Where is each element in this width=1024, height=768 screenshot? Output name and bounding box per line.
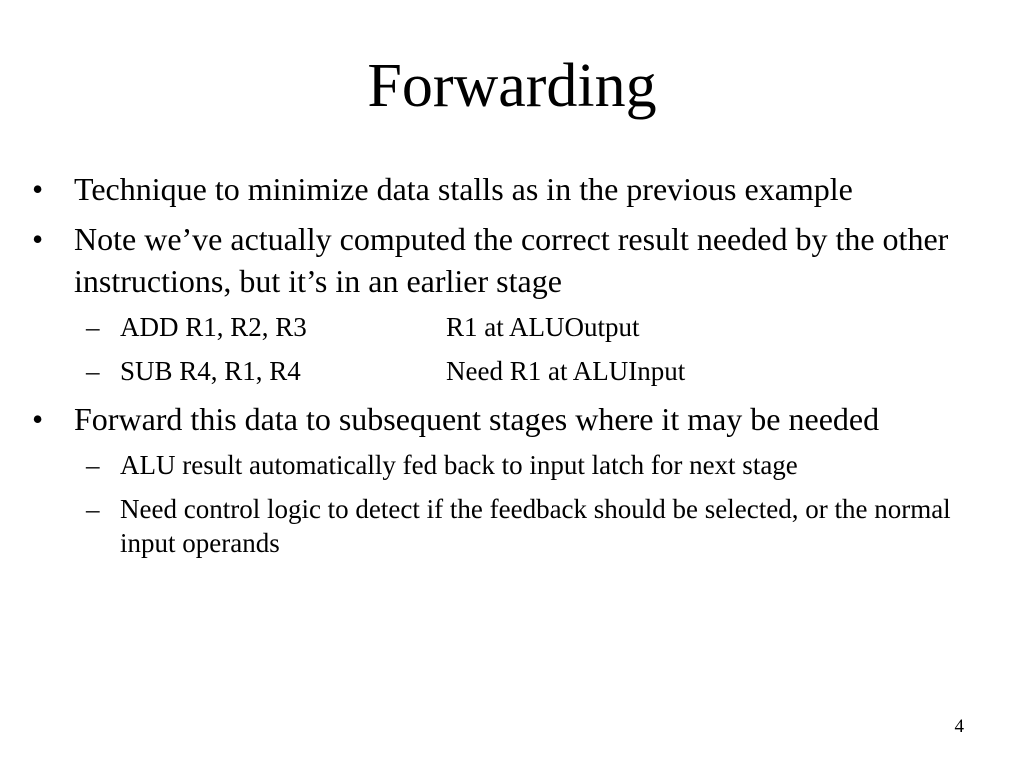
- sub-bullet-item: [28, 448, 988, 482]
- bullet-item: [28, 218, 988, 302]
- sub-bullet-list: [28, 448, 988, 560]
- slide-title: Forwarding: [367, 52, 657, 120]
- sub-bullet-text: ALU result automatically fed back to input latch for next stage: [120, 450, 798, 480]
- instruction-note: Need R1 at ALUInput: [446, 356, 686, 386]
- instruction-note: R1 at ALUOutput: [446, 312, 640, 342]
- sub-bullet-marker: –: [86, 312, 100, 342]
- sub-bullet-item: [28, 310, 988, 344]
- instruction-text: SUB R4, R1, R4: [120, 356, 301, 386]
- sub-bullet-marker: –: [86, 356, 100, 386]
- sub-bullet-item: [28, 354, 988, 388]
- sub-bullet-marker: –: [86, 450, 100, 480]
- sub-bullet-text: Need control logic to detect if the feedback should be selected, or the normal input operands: [120, 494, 951, 558]
- sub-bullet-list: [28, 310, 988, 388]
- page-number: 4: [954, 716, 964, 737]
- bullet-text: Note we’ve actually computed the correct result needed by the other instructions, but it’s in an earlier stage: [74, 221, 949, 299]
- sub-bullet-item: [28, 492, 988, 560]
- bullet-marker: •: [32, 401, 44, 437]
- bullet-marker: •: [32, 171, 44, 207]
- instruction-text: ADD R1, R2, R3: [120, 312, 307, 342]
- bullet-item: [28, 168, 988, 210]
- bullet-text: Forward this data to subsequent stages where it may be needed: [74, 401, 880, 437]
- slide-content: [28, 168, 988, 570]
- bullet-marker: •: [32, 221, 44, 257]
- bullet-item: [28, 398, 988, 440]
- bullet-text: Technique to minimize data stalls as in the previous example: [74, 171, 853, 207]
- sub-bullet-marker: –: [86, 494, 100, 524]
